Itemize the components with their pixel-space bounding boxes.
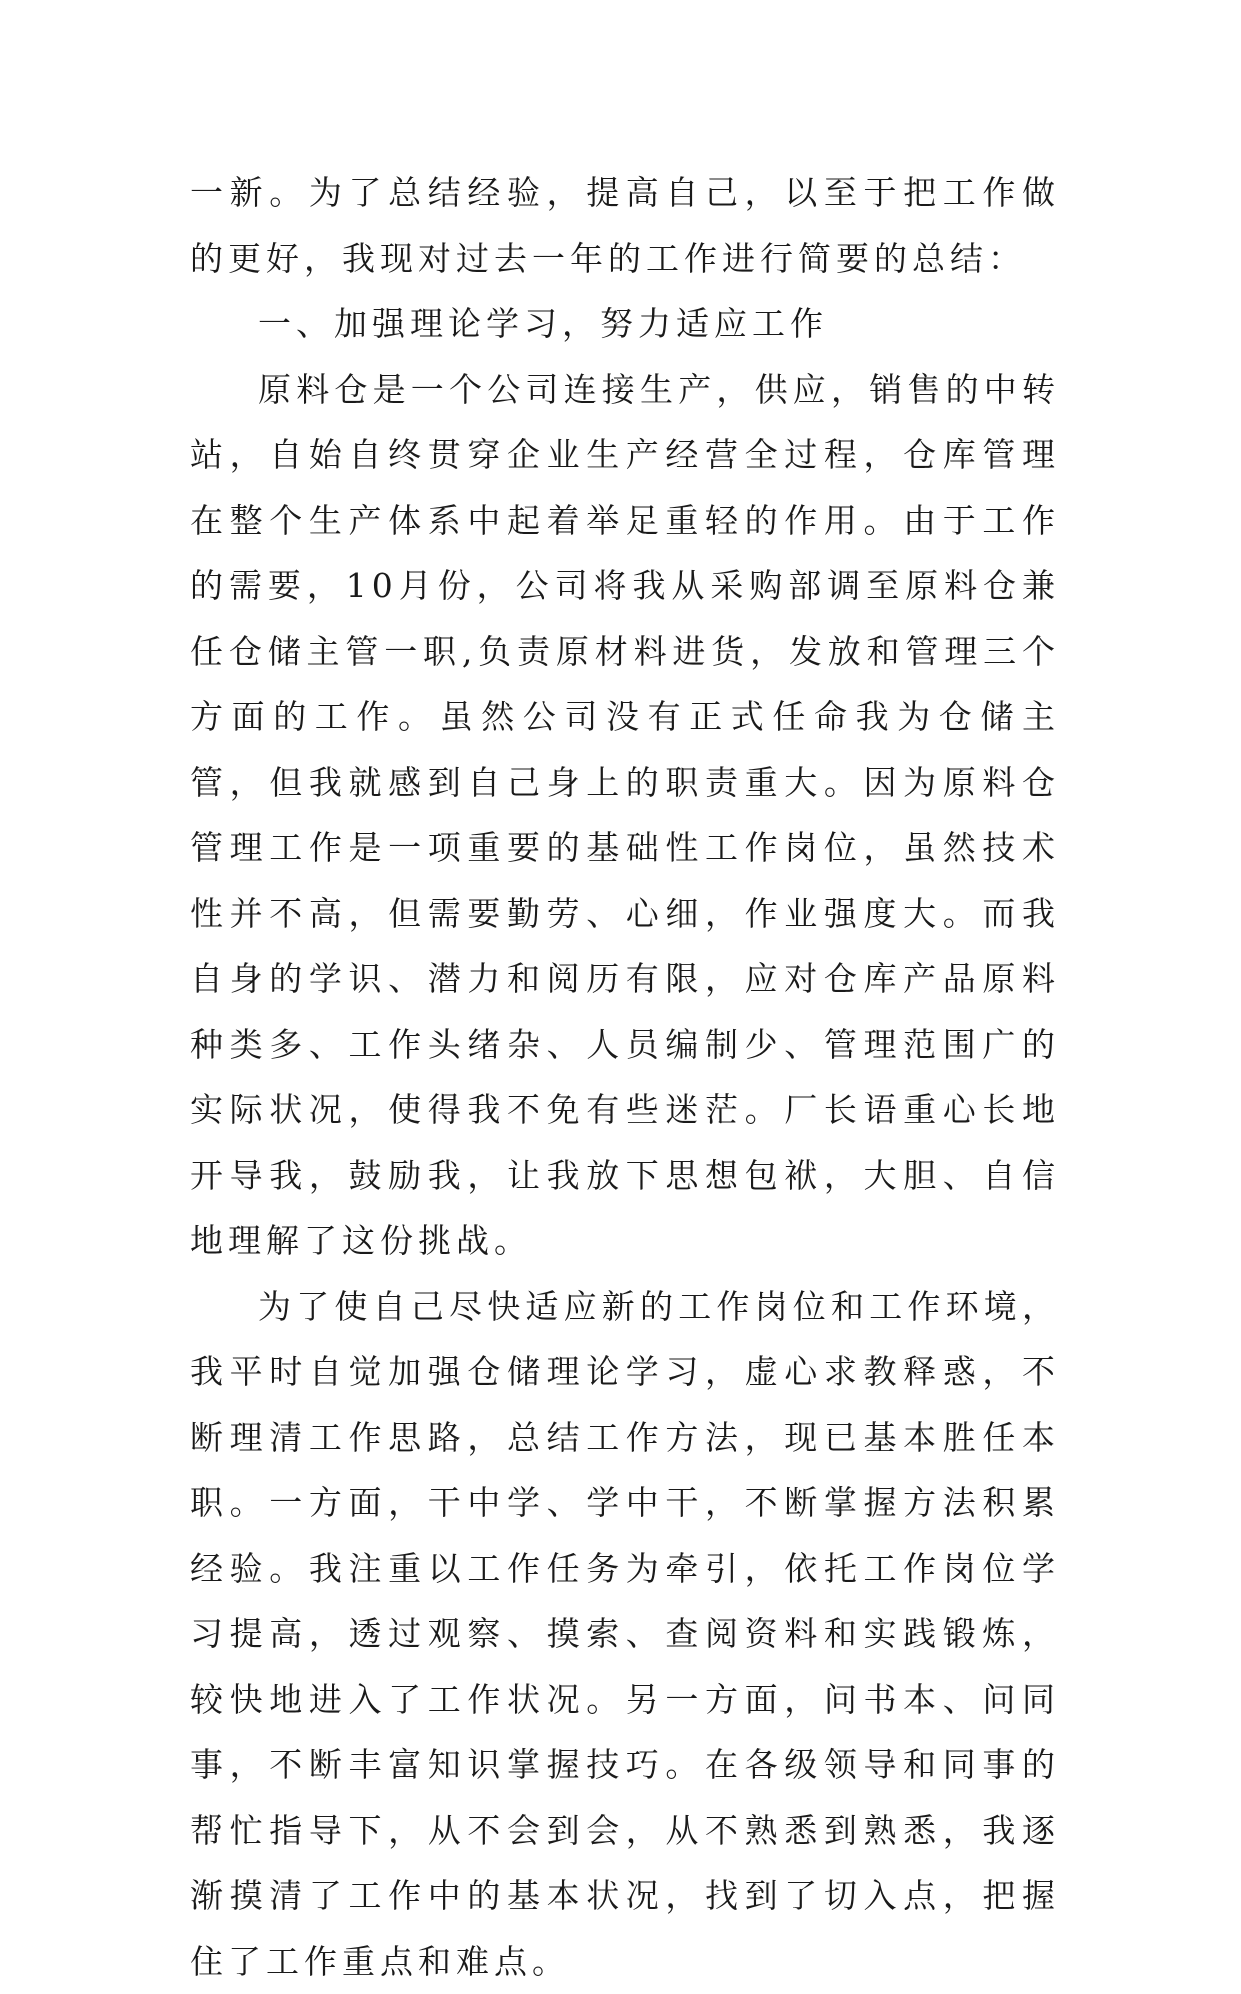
paragraph-body: 原料仓是一个公司连接生产，供应，销售的中转站，自始自终贯穿企业生产经营全过程，仓库管理在整个生产体系中起着举足重轻的作用。由于工作的需要，10月份，公司将我从采购部调至原料仓兼任仓储主管一职,负责原材料进货，发放和管理三个方面的工作。虽然公司没有正式任命我为仓储主管，但我就感到自己身上的职责重大。因为原料仓管理工作是一项重要的基础性工作岗位，虽然技术性并不高，但需要勤劳、心细，作业强度大。而我自身的学识、潜力和阅历有限，应对仓库产品原料种类多、工作头绪杂、人员编制少、管理范围广的实际状况，使得我不免有些迷茫。厂长语重心长地开导我，鼓励我，让我放下思想包袱，大胆、自信地理解了这份挑战。 [190,357,1060,1274]
document-body [190,160,1060,1994]
section-heading: 一、加强理论学习，努力适应工作 [190,291,1060,357]
paragraph-continuation: 一新。为了总结经验，提高自己，以至于把工作做的更好，我现对过去一年的工作进行简要的总结： [190,160,1060,291]
paragraph-body: 为了使自己尽快适应新的工作岗位和工作环境，我平时自觉加强仓储理论学习，虚心求教释惑，不断理清工作思路，总结工作方法，现已基本胜任本职。一方面，干中学、学中干，不断掌握方法积累经验。我注重以工作任务为牵引，依托工作岗位学习提高，透过观察、摸索、查阅资料和实践锻炼，较快地进入了工作状况。另一方面，问书本、问同事，不断丰富知识掌握技巧。在各级领导和同事的帮忙指导下，从不会到会，从不熟悉到熟悉，我逐渐摸清了工作中的基本状况，找到了切入点，把握住了工作重点和难点。 [190,1274,1060,1994]
